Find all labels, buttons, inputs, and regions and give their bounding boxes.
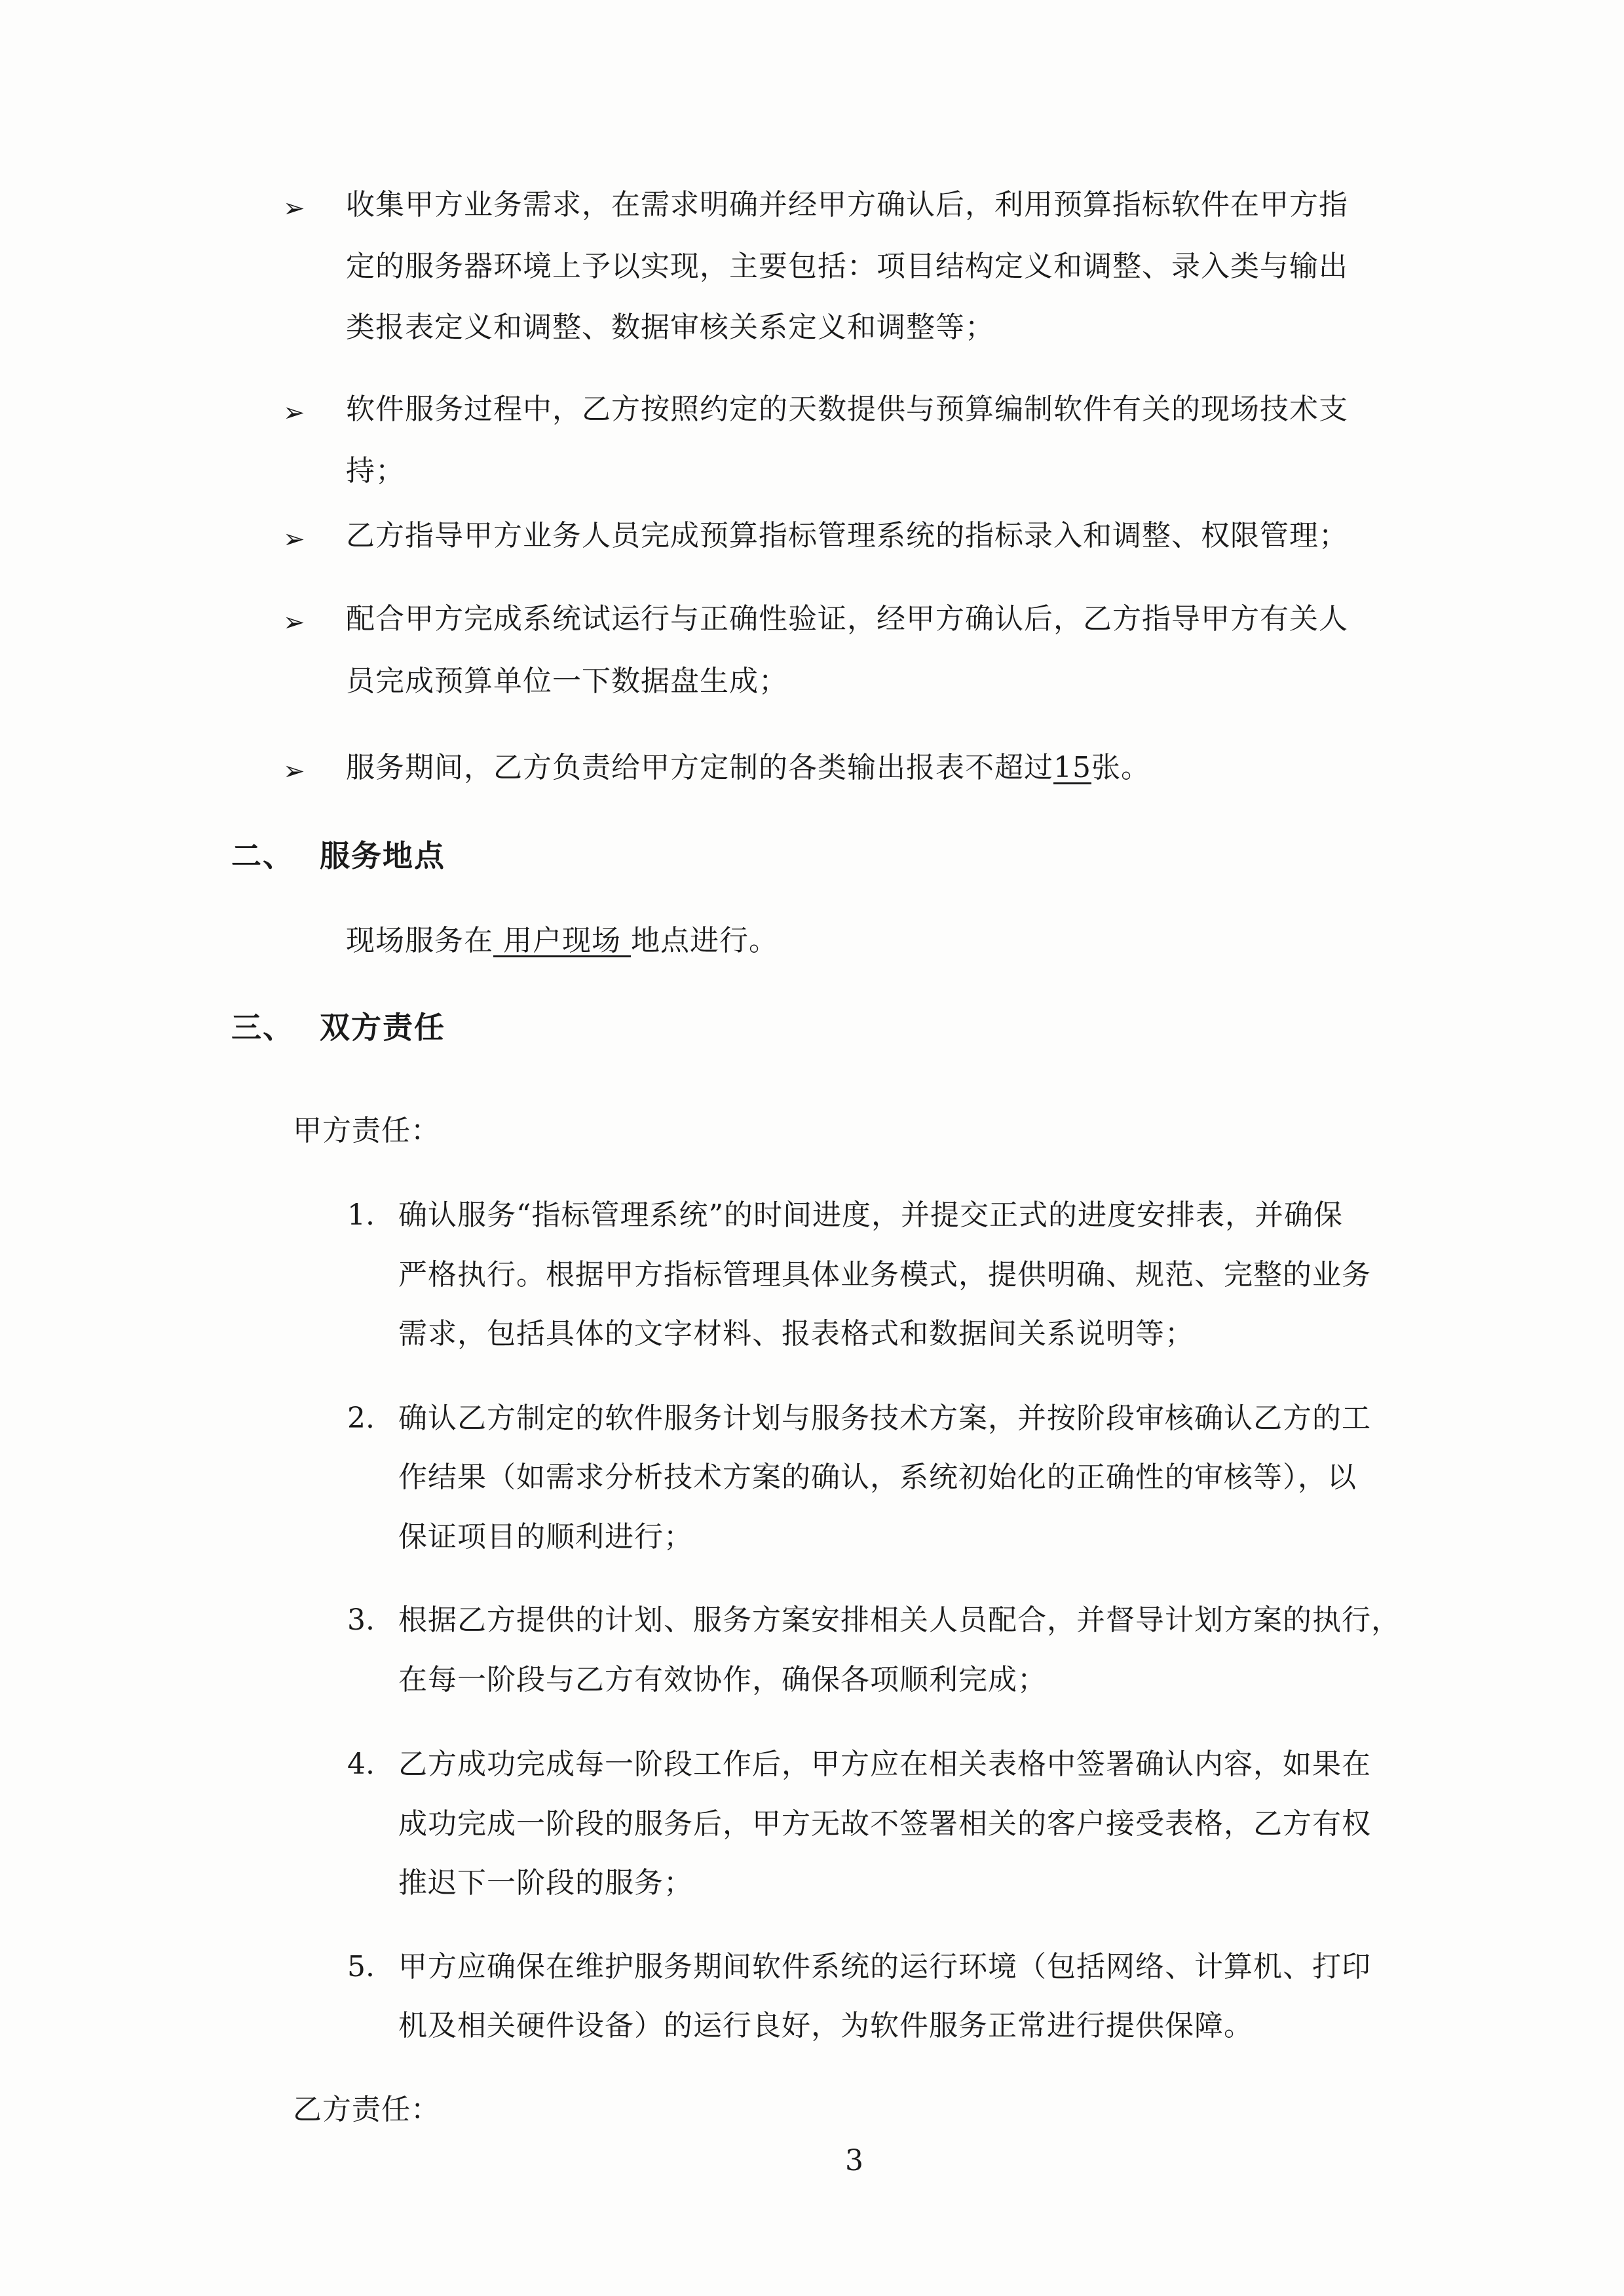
item-4-line-3: 推迟下一阶段的服务； <box>398 1866 693 1900</box>
item-4-line-1: 乙方成功完成每一阶段工作后，甲方应在相关表格中签署确认内容，如果在 <box>398 1748 1371 1781</box>
arrowhead-bullet-icon: ➢ <box>283 193 305 223</box>
item-4-number: 4. <box>347 1748 375 1781</box>
bullet-4-line-2: 员完成预算单位一下数据盘生成； <box>346 664 788 698</box>
service-location-value: 用户现场 <box>493 924 631 957</box>
section-2-title: 服务地点 <box>320 838 445 873</box>
report-count-value: 15 <box>1053 751 1091 784</box>
section-3-title: 双方责任 <box>320 1010 445 1045</box>
bullet-1-line-3: 类报表定义和调整、数据审核关系定义和调整等； <box>346 311 994 344</box>
bullet-1-line-2: 定的服务器环境上予以实现，主要包括：项目结构定义和调整、录入类与输出 <box>346 250 1348 283</box>
item-3-line-1: 根据乙方提供的计划、服务方案安排相关人员配合，并督导计划方案的执行， <box>398 1603 1401 1637</box>
item-5-line-2: 机及相关硬件设备）的运行良好，为软件服务正常进行提供保障。 <box>398 2009 1253 2042</box>
item-1-line-1: 确认服务“指标管理系统”的时间进度，并提交正式的进度安排表，并确保 <box>398 1198 1343 1232</box>
bullet-5-suffix: 张。 <box>1091 751 1150 784</box>
item-3-line-2: 在每一阶段与乙方有效协作，确保各项顺利完成； <box>398 1663 1047 1696</box>
item-2-line-2: 作结果（如需求分析技术方案的确认，系统初始化的正确性的审核等），以 <box>398 1461 1357 1494</box>
arrowhead-bullet-icon: ➢ <box>283 524 305 554</box>
arrowhead-bullet-icon: ➢ <box>283 756 305 786</box>
item-5-number: 5. <box>347 1950 375 1983</box>
item-3-number: 3. <box>347 1603 375 1637</box>
bullet-1-line-1: 收集甲方业务需求，在需求明确并经甲方确认后，利用预算指标软件在甲方指 <box>346 188 1348 221</box>
bullet-5-line-1 <box>346 748 1150 788</box>
item-2-line-3: 保证项目的顺利进行； <box>398 1520 693 1554</box>
item-1-line-2: 严格执行。根据甲方指标管理具体业务模式，提供明确、规范、完整的业务 <box>398 1258 1371 1292</box>
item-4-line-2: 成功完成一阶段的服务后，甲方无故不签署相关的客户接受表格，乙方有权 <box>398 1807 1371 1841</box>
item-1-number: 1. <box>347 1198 375 1232</box>
item-5-line-1: 甲方应确保在维护服务期间软件系统的运行环境（包括网络、计算机、打印 <box>398 1950 1371 1983</box>
bullet-2-line-1: 软件服务过程中，乙方按照约定的天数提供与预算编制软件有关的现场技术支 <box>346 392 1348 426</box>
bullet-5-text: 服务期间，乙方负责给甲方定制的各类输出报表不超过 <box>346 751 1053 784</box>
section-2-suffix: 地点进行。 <box>630 924 778 957</box>
section-2-prefix: 现场服务在 <box>346 924 493 957</box>
arrowhead-bullet-icon: ➢ <box>283 398 305 428</box>
section-2-number: 二、 <box>231 838 294 873</box>
party-a-label: 甲方责任： <box>293 1114 440 1147</box>
item-1-line-3: 需求，包括具体的文字材料、报表格式和数据间关系说明等； <box>398 1317 1194 1350</box>
bullet-3-line-1: 乙方指导甲方业务人员完成预算指标管理系统的指标录入和调整、权限管理； <box>346 519 1348 552</box>
section-2-body <box>346 921 778 961</box>
arrowhead-bullet-icon: ➢ <box>283 607 305 638</box>
bullet-4-line-1: 配合甲方完成系统试运行与正确性验证，经甲方确认后，乙方指导甲方有关人 <box>346 602 1348 636</box>
page-number: 3 <box>845 2144 863 2177</box>
item-2-number: 2. <box>347 1402 375 1435</box>
item-2-line-1: 确认乙方制定的软件服务计划与服务技术方案，并按阶段审核确认乙方的工 <box>398 1402 1371 1435</box>
party-b-label: 乙方责任： <box>293 2093 440 2126</box>
bullet-2-line-2: 持； <box>346 454 405 488</box>
section-3-number: 三、 <box>231 1010 294 1045</box>
